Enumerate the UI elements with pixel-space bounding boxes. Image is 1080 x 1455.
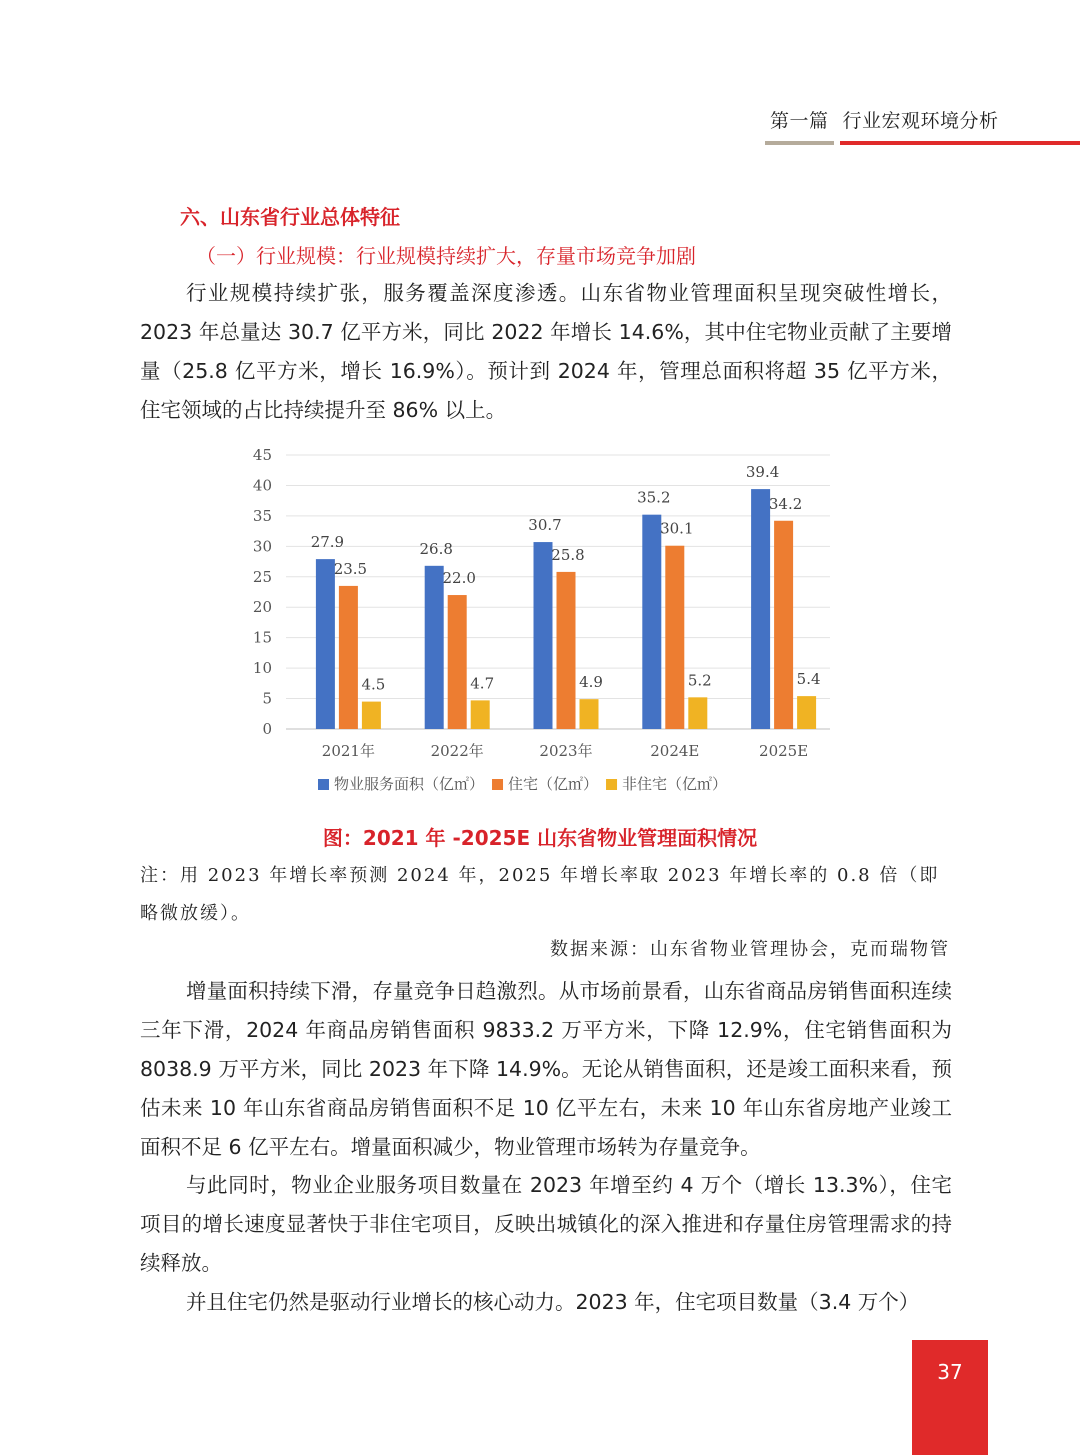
data-label: 25.8 [551,545,585,564]
data-label: 22.0 [442,569,476,588]
bar [751,489,770,729]
bar [471,700,490,729]
data-label: 35.2 [637,488,671,507]
x-tick-label: 2024E [650,742,700,760]
chart-y-ticks [253,446,272,738]
header-rule-red [840,141,1080,145]
bar [362,702,381,729]
y-tick-label: 10 [252,659,272,678]
data-label: 27.9 [310,533,345,552]
paragraph-1: 行业规模持续扩张，服务覆盖深度渗透。山东省物业管理面积呈现突破性增长，2023 年总量达 30.7 亿平方米，同比 2022 年增长 14.6%，其中住宅物业贡献了主要增量（25.8 亿平方米，增长 16.9%）。预计到 2024 年，管理总面积将超 35 亿平方米，住宅领域的占比持续提升至 86% 以上。 [140,281,952,422]
header-rule-gray [765,141,834,145]
bar [557,572,576,729]
paragraph-3: 与此同时，物业企业服务项目数量在 2023 年增至约 4 万个（增长 13.3%），住宅项目的增长速度显著快于非住宅项目，反映出城镇化的深入推进和存量住房管理需求的持续释放。 [140,1173,952,1275]
page-number: 37 [937,1360,963,1384]
bar [665,546,684,729]
data-label: 5.4 [796,670,821,689]
data-label: 30.7 [528,516,562,535]
legend-swatch [606,779,617,790]
section-title: 六、山东省行业总体特征 [180,205,400,229]
data-label: 23.5 [333,559,368,578]
data-label: 30.1 [660,519,694,538]
x-tick-label: 2022年 [430,742,484,760]
y-tick-label: 0 [262,720,272,738]
bar [580,699,599,729]
legend-swatch [318,779,329,790]
x-tick-label: 2025E [759,742,809,760]
page-number-box [912,1340,988,1455]
y-tick-label: 35 [252,506,272,525]
header-title: 行业宏观环境分析 [842,110,999,132]
data-label: 34.2 [768,494,803,513]
y-tick-label: 15 [252,628,272,647]
running-header [770,106,999,133]
data-label: 39.4 [745,463,780,482]
bar [448,595,467,729]
bar [688,697,707,729]
x-tick-label: 2023年 [539,742,593,760]
data-label: 4.9 [579,673,603,692]
paragraph-4: 并且住宅仍然是驱动行业增长的核心动力。2023 年，住宅项目数量（3.4 万个） [186,1290,920,1314]
chart-x-ticks [322,742,808,760]
bar [425,566,444,729]
bar [339,586,358,729]
bar [797,696,816,729]
y-tick-label: 5 [262,689,272,708]
data-source: 数据来源：山东省物业管理协会，克而瑞物管 [550,939,950,960]
legend-label: 非住宅（亿㎡） [622,775,728,793]
bar [642,515,661,729]
bar [534,542,553,729]
y-tick-label: 30 [252,537,272,556]
y-tick-label: 20 [252,598,272,617]
chart-bars [311,463,821,729]
data-label: 5.2 [687,671,712,690]
bar [316,559,335,729]
bar-chart [240,440,840,815]
data-label: 4.7 [470,674,495,693]
figure-note: 注：用 2023 年增长率预测 2024 年，2025 年增长率取 2023 年增长率的 0.8 倍（即略微放缓）。 [140,865,940,924]
bar [774,521,793,729]
legend-label: 住宅（亿㎡） [508,775,599,793]
data-label: 26.8 [419,539,453,558]
x-tick-label: 2021年 [321,742,375,760]
legend-swatch [492,779,503,790]
paragraph-2: 增量面积持续下滑，存量竞争日趋激烈。从市场前景看，山东省商品房销售面积连续三年下滑，2024 年商品房销售面积 9833.2 万平方米，下降 12.9%，住宅销售面积为 8038.9 万平方米，同比 2023 年下降 14.9%。无论从销售面积，还是竣工面积来看，预估未来 10 年山东省商品房销售面积不足 10 亿平左右，未来 10 年山东省房地产业竣工面积不足 6 亿平左右。增量面积减少，物业管理市场转为存量竞争。 [140,979,952,1159]
y-tick-label: 25 [252,567,272,586]
chart-legend [318,775,727,793]
data-label: 4.5 [361,675,386,694]
legend-label: 物业服务面积（亿㎡） [334,775,485,793]
y-tick-label: 45 [252,446,272,464]
header-part: 第一篇 [770,110,829,132]
figure-caption: 图：2021 年 -2025E 山东省物业管理面积情况 [322,826,758,850]
subsection-title: （一）行业规模：行业规模持续扩大，存量市场竞争加剧 [196,244,696,268]
y-tick-label: 40 [252,476,272,495]
